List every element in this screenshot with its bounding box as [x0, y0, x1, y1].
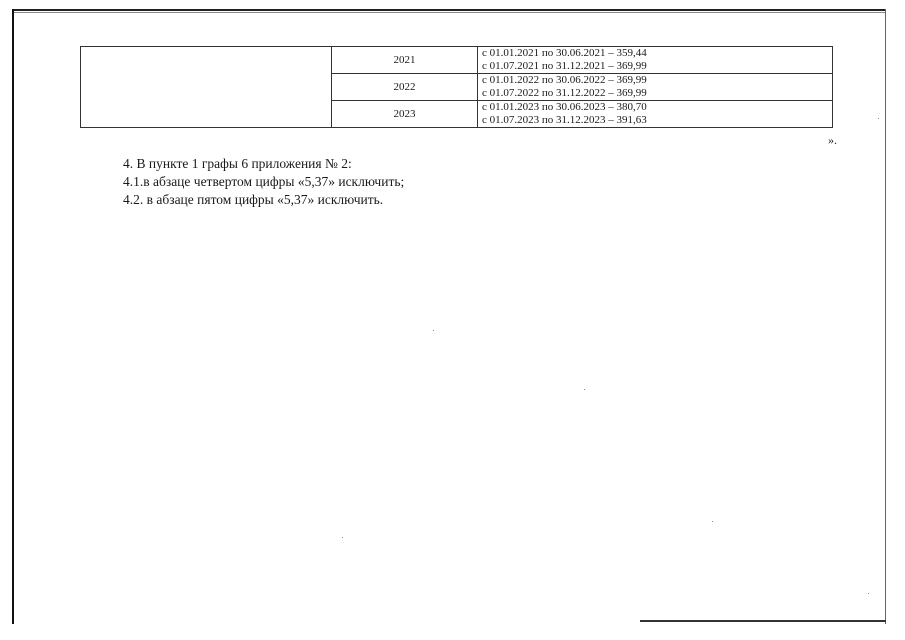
paragraph-item-4-1: 4.1.в абзаце четвертом цифры «5,37» исключить; [123, 174, 405, 189]
table-cell-periods [478, 47, 833, 74]
paragraph-item-4-2: 4.2. в абзаце пятом цифры «5,37» исключить. [123, 192, 384, 207]
scan-border-right [885, 9, 886, 624]
paragraph-item-4: 4. В пункте 1 графы 6 приложения № 2: [123, 156, 352, 171]
scan-speck [712, 521, 713, 522]
scan-border-top-shadow [12, 12, 885, 13]
table-cell-empty [81, 47, 332, 128]
table-cell-periods [478, 74, 833, 101]
period-line: с 01.01.2021 по 30.06.2021 – 359,44 [482, 47, 647, 59]
period-line: с 01.07.2022 по 31.12.2022 – 369,99 [482, 87, 647, 99]
table-row [81, 47, 833, 74]
table-cell-year: 2021 [332, 47, 478, 74]
period-line: с 01.01.2023 по 30.06.2023 – 380,70 [482, 101, 647, 113]
period-line: с 01.07.2023 по 31.12.2023 – 391,63 [482, 114, 647, 126]
scan-speck [878, 118, 879, 119]
table-cell-year: 2022 [332, 74, 478, 101]
scan-border-top [12, 9, 885, 11]
scan-speck [584, 389, 585, 390]
scan-border-left [12, 9, 14, 624]
table-cell-year: 2023 [332, 101, 478, 128]
scan-speck [868, 593, 869, 594]
period-line: с 01.01.2022 по 30.06.2022 – 369,99 [482, 74, 647, 86]
table-cell-periods [478, 101, 833, 128]
period-line: с 01.07.2021 по 31.12.2021 – 369,99 [482, 60, 647, 72]
scan-border-bottom [640, 620, 886, 622]
scan-speck [433, 330, 434, 331]
tariff-table [80, 46, 833, 128]
scan-speck [342, 537, 343, 538]
closing-quote: ». [828, 133, 837, 147]
